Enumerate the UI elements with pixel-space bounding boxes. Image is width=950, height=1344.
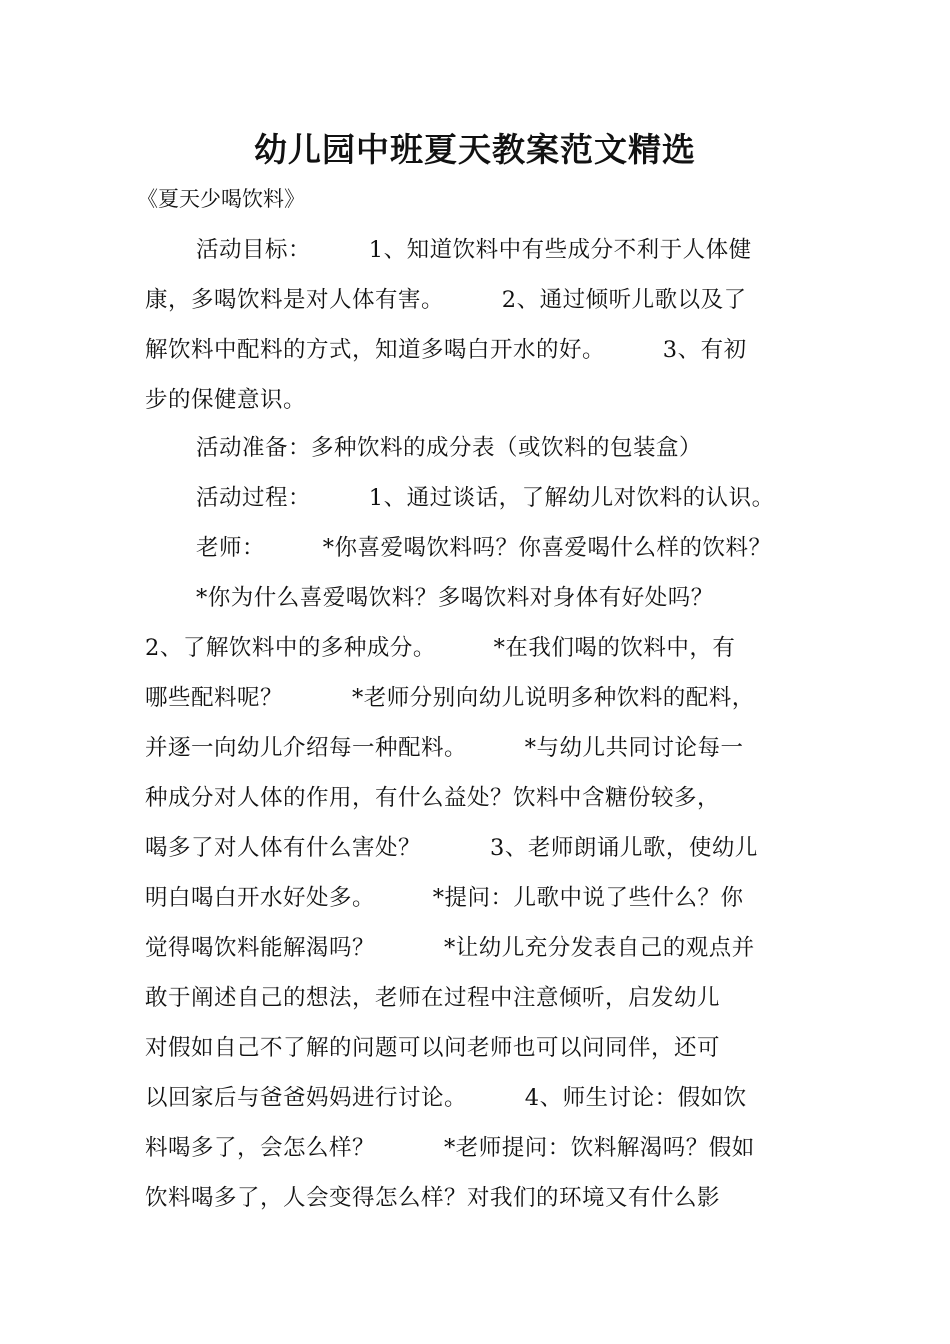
body-line: 种成分对人体的作用，有什么益处？饮料中含糖份较多， xyxy=(145,785,721,811)
body-line: 觉得喝饮料能解渴吗？ *让幼儿充分发表自己的观点并 xyxy=(145,935,755,961)
body-line: 解饮料中配料的方式，知道多喝白开水的好。 3、有初 xyxy=(145,337,747,363)
body-line: 活动目标： 1、知道饮料中有些成分不利于人体健 xyxy=(196,237,752,263)
body-line: 老师： *你喜爱喝饮料吗？你喜爱喝什么样的饮料？ xyxy=(196,535,772,561)
body-line: 哪些配料呢？ *老师分别向幼儿说明多种饮料的配料， xyxy=(145,685,755,711)
body-line: 敢于阐述自己的想法，老师在过程中注意倾听，启发幼儿 xyxy=(145,985,721,1011)
body-line: 活动准备：多种饮料的成分表（或饮料的包装盒） xyxy=(196,435,703,461)
body-line: 饮料喝多了，人会变得怎么样？对我们的环境又有什么影 xyxy=(145,1185,721,1211)
body-line: *你为什么喜爱喝饮料？多喝饮料对身体有好处吗？ xyxy=(196,585,714,611)
body-line: 康，多喝饮料是对人体有害。 2、通过倾听儿歌以及了 xyxy=(145,287,747,313)
body-line: 以回家后与爸爸妈妈进行讨论。 4、师生讨论：假如饮 xyxy=(145,1085,747,1111)
body-line: 喝多了对人体有什么害处？ 3、老师朗诵儿歌，使幼儿 xyxy=(145,835,758,861)
page-title: 幼儿园中班夏天教案范文精选 xyxy=(254,130,696,169)
body-line: 活动过程： 1、通过谈话，了解幼儿对饮料的认识。 xyxy=(196,485,775,511)
body-line: 步的保健意识。 xyxy=(145,387,307,413)
body-line: 对假如自己不了解的问题可以问老师也可以问同伴，还可 xyxy=(145,1035,721,1061)
body-line: 明白喝白开水好处多。 *提问：儿歌中说了些什么？你 xyxy=(145,885,744,911)
body-line: 并逐一向幼儿介绍每一种配料。 *与幼儿共同讨论每一 xyxy=(145,735,744,761)
lesson-subtitle: 《夏天少喝饮料》 xyxy=(137,187,305,211)
body-line: 料喝多了，会怎么样？ *老师提问：饮料解渴吗？假如 xyxy=(145,1135,755,1161)
body-line: 2、了解饮料中的多种成分。 *在我们喝的饮料中，有 xyxy=(145,635,736,661)
